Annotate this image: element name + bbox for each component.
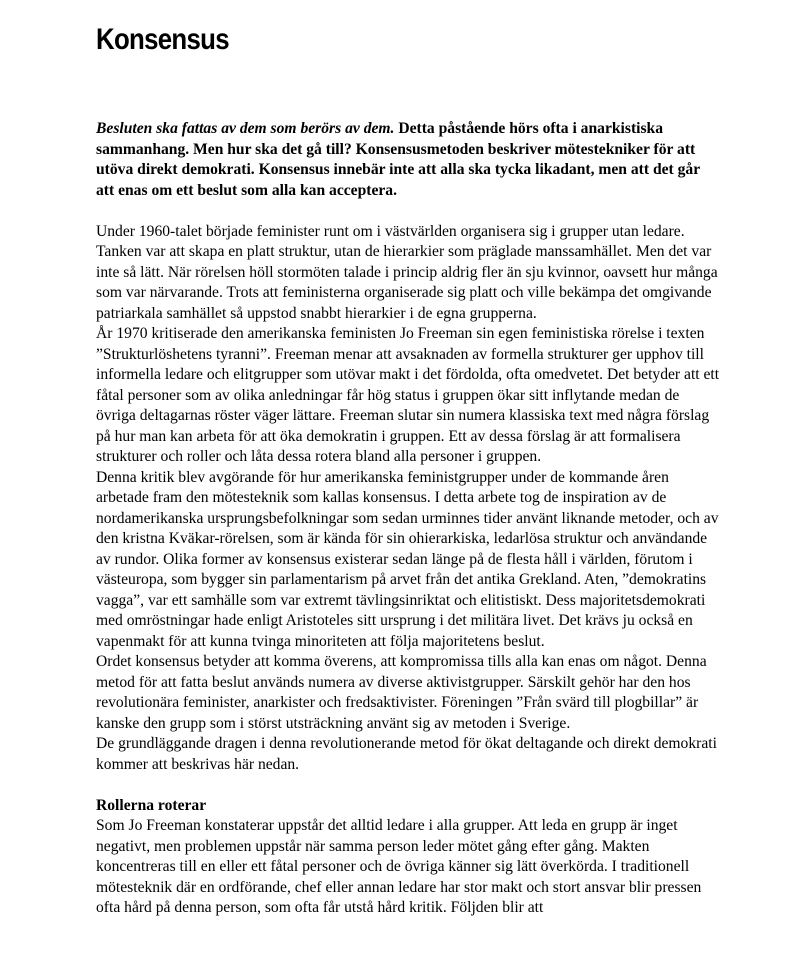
lead-rest: Detta påstående hörs ofta i anarkistiska sammanhang. Men hur ska det gå till? Konsensusmetoden beskriver mötestekniker för att utöva direkt demokrati. Konsensus innebär inte att alla ska tycka likadant, men att det går att enas om ett beslut som alla kan acceptera. [96,120,700,199]
section-heading: Rollerna roterar [96,796,207,814]
page-title: Konsensus [96,23,229,56]
paragraph-3: Denna kritik blev avgörande för hur amerikanska feministgrupper under de kommande åren arbetade fram den mötesteknik som kallas konsensus. I detta arbete tog de inspiration av de nordamerikanska ursprungsbefolkningar som sedan urminnes tider använt liknande metoder, och av den kristna Kväkar-rörelsen, som är kända för sin ohierarkiska, ledarlösa struktur och användande av rundor. Olika former av konsensus existerar sedan länge på de flesta håll i världen, förutom i västeuropa, som bygger sin parlamentarism på arvet från det antika Grekland. Aten, ”demokratins vagga”, var ett samhälle som var extremt tävlingsinriktat och elitistiskt. Dess majoritetsdemokrati med omröstningar hade enligt Aristoteles sitt ursprung i det militära livet. Det krävs ju också en vapenmakt för att kunna tvinga minoriteten att följa majoritetens beslut. [96,468,719,650]
paragraph-5: De grundläggande dragen i denna revolutionerande metod för ökat deltagande och direkt demokrati kommer att beskrivas här nedan. [96,735,717,773]
section-paragraph: Som Jo Freeman konstaterar uppstår det alltid ledare i alla grupper. Att leda en grupp är inget negativt, men problemen uppstår när samma person leder mötet gång efter gång. Makten koncentreras till en eller ett fåtal personer och de övriga känner sig lätt överkörda. I traditionell mötesteknik där en ordförande, chef eller annan ledare har stor makt och stort ansvar blir pressen ofta hård på denna person, som ofta får utstå hård kritik. Följden blir att [96,817,702,916]
article-body [96,119,720,919]
lead-paragraph [96,119,720,201]
paragraph-2: År 1970 kritiserade den amerikanska feministen Jo Freeman sin egen feministiska rörelse i texten ”Strukturlöshetens tyranni”. Freeman menar att avsaknaden av formella strukturer ger upphov till informella ledare och elitgrupper som utövar makt i det fördolda, ofta omedvetet. Det betyder att ett fåtal personer som av olika anledningar får hög status i gruppen ökar sitt inflytande medan de övriga deltagarnas röster väger lättare. Freeman slutar sin numera klassiska text med några förslag på hur man kan arbeta för att öka demokratin i gruppen. Ett av dessa förslag är att formalisera strukturer och roller och låta dessa rotera bland alla personer i gruppen. [96,325,720,465]
lead-italic: Besluten ska fattas av dem som berörs av dem. [96,120,395,137]
paragraph-4: Ordet konsensus betyder att komma överens, att kompromissa tills alla kan enas om något. Denna metod för att fatta beslut används numera av diverse aktivistgrupper. Särskilt gehör har den hos revolutionära feminister, anarkister och fredsaktivister. Föreningen ”Från svärd till plogbillar” är kanske den grupp som i störst utsträckning använt sig av metoden i Sverige. [96,653,707,732]
paragraph-1: Under 1960-talet började feminister runt om i västvärlden organisera sig i grupper utan ledare. Tanken var att skapa en platt struktur, utan de hierarkier som präglade manssamhället. Men det var inte så lätt. När rörelsen höll stormöten talade i princip aldrig fler än sju kvinnor, oavsett hur många som var närvarande. Trots att feministerna organiserade sig platt och ville bekämpa det omgivande patriarkala samhället så uppstod snabbt hierarkier i de egna grupperna. [96,222,718,322]
